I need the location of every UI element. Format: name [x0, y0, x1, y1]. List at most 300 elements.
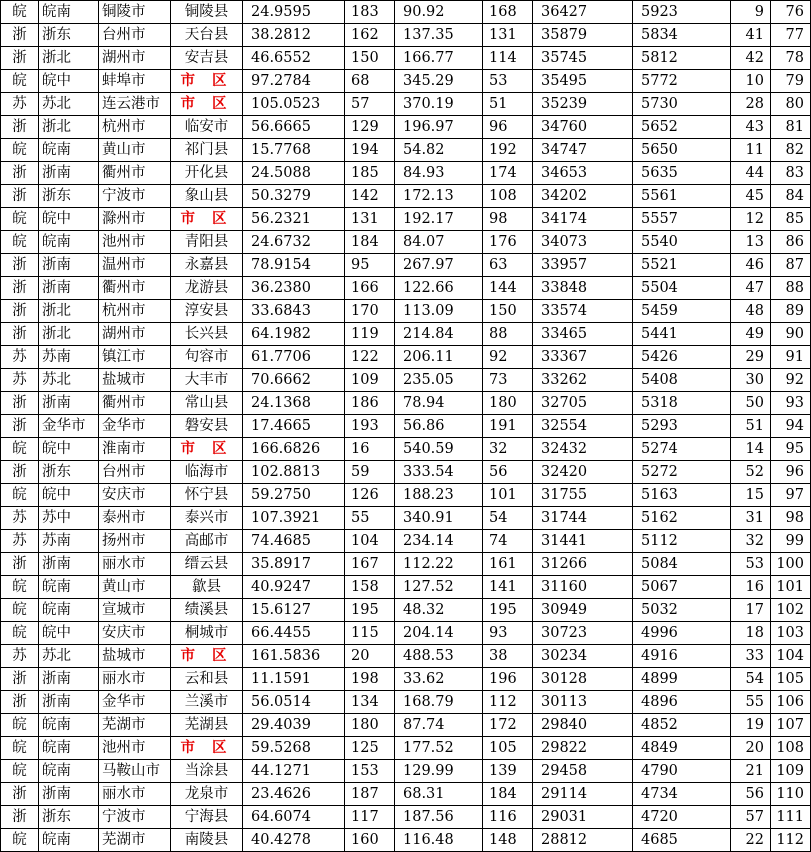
table-cell: 高邮市 — [171, 530, 243, 553]
table-cell: 105.0523 — [243, 93, 345, 116]
table-cell: 73 — [483, 369, 533, 392]
table-cell: 48.32 — [395, 599, 483, 622]
table-cell: 皖 — [1, 139, 39, 162]
table-cell: 5067 — [633, 576, 731, 599]
table-row — [1, 530, 811, 553]
table-cell: 97 — [771, 484, 811, 507]
table-cell: 116 — [483, 806, 533, 829]
table-cell: 113.09 — [395, 300, 483, 323]
table-cell: 浙 — [1, 254, 39, 277]
table-row — [1, 714, 811, 737]
table-cell: 56.0514 — [243, 691, 345, 714]
table-cell: 55 — [345, 507, 395, 530]
table-cell: 皖中 — [39, 622, 99, 645]
table-cell: 15.6127 — [243, 599, 345, 622]
table-cell: 浙南 — [39, 162, 99, 185]
table-cell: 30234 — [533, 645, 633, 668]
table-cell: 5834 — [633, 24, 731, 47]
table-cell: 49 — [731, 323, 771, 346]
table-cell: 153 — [345, 760, 395, 783]
table-cell: 浙 — [1, 323, 39, 346]
table-cell: 临安市 — [171, 116, 243, 139]
table-cell: 19 — [731, 714, 771, 737]
table-cell: 43 — [731, 116, 771, 139]
table-cell: 宣城市 — [99, 599, 171, 622]
table-row — [1, 47, 811, 70]
table-cell: 29458 — [533, 760, 633, 783]
table-cell: 112 — [771, 829, 811, 852]
table-cell: 永嘉县 — [171, 254, 243, 277]
table-cell: 浙东 — [39, 461, 99, 484]
table-cell: 17.4665 — [243, 415, 345, 438]
table-cell: 168 — [483, 1, 533, 24]
table-cell: 78 — [771, 47, 811, 70]
table-cell: 浙北 — [39, 116, 99, 139]
table-cell: 214.84 — [395, 323, 483, 346]
table-cell: 345.29 — [395, 70, 483, 93]
table-cell: 浙南 — [39, 277, 99, 300]
table-cell: 187 — [345, 783, 395, 806]
table-cell: 51 — [731, 415, 771, 438]
table-cell: 36427 — [533, 1, 633, 24]
table-cell: 丽水市 — [99, 783, 171, 806]
table-cell: 池州市 — [99, 231, 171, 254]
table-cell: 开化县 — [171, 162, 243, 185]
table-cell: 108 — [483, 185, 533, 208]
table-cell: 85 — [771, 208, 811, 231]
table-cell: 浙南 — [39, 553, 99, 576]
table-cell: 97.2784 — [243, 70, 345, 93]
table-cell: 117 — [345, 806, 395, 829]
table-cell: 77 — [771, 24, 811, 47]
table-cell: 24.6732 — [243, 231, 345, 254]
table-row — [1, 461, 811, 484]
table-cell: 34174 — [533, 208, 633, 231]
table-row — [1, 1, 811, 24]
table-cell: 市 区 — [171, 438, 243, 461]
table-cell: 57 — [731, 806, 771, 829]
table-cell: 浙北 — [39, 300, 99, 323]
table-cell: 111 — [771, 806, 811, 829]
table-cell: 24.5088 — [243, 162, 345, 185]
table-cell: 苏 — [1, 530, 39, 553]
table-cell: 29 — [731, 346, 771, 369]
table-cell: 129.99 — [395, 760, 483, 783]
table-cell: 83 — [771, 162, 811, 185]
table-cell: 122.66 — [395, 277, 483, 300]
table-cell: 192 — [483, 139, 533, 162]
table-cell: 市 区 — [171, 70, 243, 93]
table-cell: 桐城市 — [171, 622, 243, 645]
table-cell: 66.4455 — [243, 622, 345, 645]
table-cell: 101 — [483, 484, 533, 507]
table-cell: 5318 — [633, 392, 731, 415]
table-cell: 59.2750 — [243, 484, 345, 507]
table-cell: 98 — [483, 208, 533, 231]
table-cell: 176 — [483, 231, 533, 254]
table-cell: 41 — [731, 24, 771, 47]
table-cell: 31744 — [533, 507, 633, 530]
table-cell: 4916 — [633, 645, 731, 668]
table-cell: 234.14 — [395, 530, 483, 553]
table-cell: 183 — [345, 1, 395, 24]
table-cell: 丽水市 — [99, 553, 171, 576]
table-cell: 96 — [771, 461, 811, 484]
table-cell: 64.1982 — [243, 323, 345, 346]
table-cell: 29840 — [533, 714, 633, 737]
table-cell: 81 — [771, 116, 811, 139]
table-cell: 177.52 — [395, 737, 483, 760]
table-cell: 5293 — [633, 415, 731, 438]
table-cell: 87.74 — [395, 714, 483, 737]
table-cell: 5426 — [633, 346, 731, 369]
table-cell: 20 — [345, 645, 395, 668]
table-cell: 106 — [771, 691, 811, 714]
table-cell: 80 — [771, 93, 811, 116]
table-cell: 12 — [731, 208, 771, 231]
table-cell: 苏北 — [39, 93, 99, 116]
table-cell: 540.59 — [395, 438, 483, 461]
table-cell: 大丰市 — [171, 369, 243, 392]
table-cell: 芜湖市 — [99, 829, 171, 852]
table-cell: 龙泉市 — [171, 783, 243, 806]
table-cell: 常山县 — [171, 392, 243, 415]
table-cell: 24.1368 — [243, 392, 345, 415]
table-cell: 141 — [483, 576, 533, 599]
table-cell: 204.14 — [395, 622, 483, 645]
table-cell: 44 — [731, 162, 771, 185]
table-cell: 370.19 — [395, 93, 483, 116]
table-cell: 82 — [771, 139, 811, 162]
table-cell: 235.05 — [395, 369, 483, 392]
table-cell: 24.9595 — [243, 1, 345, 24]
table-cell: 112.22 — [395, 553, 483, 576]
table-cell: 89 — [771, 300, 811, 323]
table-cell: 龙游县 — [171, 277, 243, 300]
table-cell: 33.62 — [395, 668, 483, 691]
table-cell: 84 — [771, 185, 811, 208]
table-cell: 28 — [731, 93, 771, 116]
table-cell: 歙县 — [171, 576, 243, 599]
table-cell: 5504 — [633, 277, 731, 300]
table-cell: 皖南 — [39, 576, 99, 599]
table-cell: 161.5836 — [243, 645, 345, 668]
table-cell: 84.07 — [395, 231, 483, 254]
table-row — [1, 760, 811, 783]
table-cell: 158 — [345, 576, 395, 599]
table-cell: 4790 — [633, 760, 731, 783]
table-cell: 131 — [345, 208, 395, 231]
table-cell: 临海市 — [171, 461, 243, 484]
table-cell: 浙东 — [39, 185, 99, 208]
table-cell: 苏南 — [39, 346, 99, 369]
table-cell: 5112 — [633, 530, 731, 553]
table-cell: 90 — [771, 323, 811, 346]
table-cell: 浙东 — [39, 806, 99, 829]
table-cell: 192.17 — [395, 208, 483, 231]
table-cell: 103 — [771, 622, 811, 645]
table-cell: 30949 — [533, 599, 633, 622]
table-cell: 333.54 — [395, 461, 483, 484]
table-cell: 31755 — [533, 484, 633, 507]
table-cell: 55 — [731, 691, 771, 714]
table-cell: 59 — [345, 461, 395, 484]
table-row — [1, 438, 811, 461]
table-cell: 125 — [345, 737, 395, 760]
table-cell: 温州市 — [99, 254, 171, 277]
table-cell: 皖南 — [39, 1, 99, 24]
table-cell: 20 — [731, 737, 771, 760]
table-cell: 33465 — [533, 323, 633, 346]
table-cell: 浙南 — [39, 668, 99, 691]
table-cell: 29031 — [533, 806, 633, 829]
table-cell: 32 — [483, 438, 533, 461]
table-cell: 108 — [771, 737, 811, 760]
table-cell: 57 — [345, 93, 395, 116]
table-cell: 安吉县 — [171, 47, 243, 70]
table-row — [1, 783, 811, 806]
table-row — [1, 737, 811, 760]
table-cell: 95 — [345, 254, 395, 277]
table-cell: 马鞍山市 — [99, 760, 171, 783]
table-cell: 34202 — [533, 185, 633, 208]
table-cell: 185 — [345, 162, 395, 185]
table-cell: 74 — [483, 530, 533, 553]
table-cell: 34073 — [533, 231, 633, 254]
table-cell: 54 — [483, 507, 533, 530]
table-row — [1, 484, 811, 507]
table-cell: 台州市 — [99, 461, 171, 484]
table-cell: 金华市 — [39, 415, 99, 438]
table-cell: 22 — [731, 829, 771, 852]
table-cell: 38.2812 — [243, 24, 345, 47]
table-cell: 缙云县 — [171, 553, 243, 576]
table-cell: 池州市 — [99, 737, 171, 760]
table-cell: 浙南 — [39, 783, 99, 806]
table-cell: 11 — [731, 139, 771, 162]
table-row — [1, 392, 811, 415]
table-cell: 台州市 — [99, 24, 171, 47]
table-cell: 怀宁县 — [171, 484, 243, 507]
table-cell: 苏 — [1, 93, 39, 116]
table-cell: 11.1591 — [243, 668, 345, 691]
table-cell: 浙 — [1, 162, 39, 185]
table-cell: 28812 — [533, 829, 633, 852]
table-cell: 18 — [731, 622, 771, 645]
table-cell: 磐安县 — [171, 415, 243, 438]
table-cell: 148 — [483, 829, 533, 852]
table-cell: 5162 — [633, 507, 731, 530]
table-cell: 32705 — [533, 392, 633, 415]
table-cell: 皖 — [1, 622, 39, 645]
table-cell: 34653 — [533, 162, 633, 185]
table-cell: 句容市 — [171, 346, 243, 369]
table-cell: 浙 — [1, 185, 39, 208]
table-body — [1, 1, 811, 852]
table-cell: 29822 — [533, 737, 633, 760]
table-cell: 皖 — [1, 1, 39, 24]
table-cell: 9 — [731, 1, 771, 24]
table-cell: 苏北 — [39, 645, 99, 668]
table-cell: 180 — [483, 392, 533, 415]
table-cell: 21 — [731, 760, 771, 783]
table-cell: 湖州市 — [99, 47, 171, 70]
table-cell: 79 — [771, 70, 811, 93]
table-cell: 皖中 — [39, 208, 99, 231]
table-cell: 129 — [345, 116, 395, 139]
table-cell: 衢州市 — [99, 162, 171, 185]
table-cell: 76 — [771, 1, 811, 24]
table-cell: 皖南 — [39, 737, 99, 760]
table-cell: 4852 — [633, 714, 731, 737]
table-cell: 109 — [345, 369, 395, 392]
table-cell: 衢州市 — [99, 392, 171, 415]
table-cell: 33957 — [533, 254, 633, 277]
table-cell: 连云港市 — [99, 93, 171, 116]
table-cell: 黄山市 — [99, 576, 171, 599]
table-cell: 皖南 — [39, 829, 99, 852]
table-cell: 滁州市 — [99, 208, 171, 231]
table-cell: 5163 — [633, 484, 731, 507]
table-cell: 杭州市 — [99, 300, 171, 323]
table-cell: 267.97 — [395, 254, 483, 277]
table-cell: 浙南 — [39, 392, 99, 415]
table-cell: 35879 — [533, 24, 633, 47]
table-cell: 56.6665 — [243, 116, 345, 139]
table-row — [1, 254, 811, 277]
table-cell: 186 — [345, 392, 395, 415]
table-cell: 162 — [345, 24, 395, 47]
table-cell: 盐城市 — [99, 645, 171, 668]
table-cell: 安庆市 — [99, 622, 171, 645]
table-cell: 浙 — [1, 806, 39, 829]
table-cell: 70.6662 — [243, 369, 345, 392]
table-cell: 皖南 — [39, 599, 99, 622]
table-cell: 193 — [345, 415, 395, 438]
table-cell: 丽水市 — [99, 668, 171, 691]
table-cell: 195 — [345, 599, 395, 622]
table-cell: 107 — [771, 714, 811, 737]
table-cell: 170 — [345, 300, 395, 323]
table-cell: 5635 — [633, 162, 731, 185]
table-cell: 蚌埠市 — [99, 70, 171, 93]
table-cell: 皖 — [1, 829, 39, 852]
table-cell: 31160 — [533, 576, 633, 599]
table-cell: 139 — [483, 760, 533, 783]
table-cell: 78.9154 — [243, 254, 345, 277]
table-cell: 88 — [483, 323, 533, 346]
table-cell: 35495 — [533, 70, 633, 93]
table-cell: 浙 — [1, 553, 39, 576]
table-cell: 131 — [483, 24, 533, 47]
table-cell: 苏 — [1, 369, 39, 392]
table-cell: 5652 — [633, 116, 731, 139]
table-cell: 市 区 — [171, 93, 243, 116]
table-cell: 206.11 — [395, 346, 483, 369]
table-cell: 象山县 — [171, 185, 243, 208]
table-cell: 184 — [345, 231, 395, 254]
table-cell: 皖 — [1, 737, 39, 760]
table-cell: 119 — [345, 323, 395, 346]
table-cell: 5521 — [633, 254, 731, 277]
table-row — [1, 323, 811, 346]
table-cell: 68.31 — [395, 783, 483, 806]
table-cell: 33367 — [533, 346, 633, 369]
table-cell: 苏 — [1, 346, 39, 369]
table-cell: 142 — [345, 185, 395, 208]
table-cell: 皖 — [1, 438, 39, 461]
table-row — [1, 668, 811, 691]
table-cell: 44.1271 — [243, 760, 345, 783]
table-row — [1, 507, 811, 530]
table-cell: 5561 — [633, 185, 731, 208]
table-cell: 扬州市 — [99, 530, 171, 553]
table-cell: 172.13 — [395, 185, 483, 208]
table-cell: 115 — [345, 622, 395, 645]
table-cell: 皖 — [1, 70, 39, 93]
table-cell: 皖南 — [39, 760, 99, 783]
table-row — [1, 622, 811, 645]
table-cell: 95 — [771, 438, 811, 461]
table-row — [1, 70, 811, 93]
table-cell: 长兴县 — [171, 323, 243, 346]
table-row — [1, 139, 811, 162]
table-cell: 31441 — [533, 530, 633, 553]
table-cell: 黄山市 — [99, 139, 171, 162]
table-cell: 宁海县 — [171, 806, 243, 829]
table-cell: 湖州市 — [99, 323, 171, 346]
table-cell: 祁门县 — [171, 139, 243, 162]
table-cell: 42 — [731, 47, 771, 70]
table-cell: 23.4626 — [243, 783, 345, 806]
table-row — [1, 300, 811, 323]
table-cell: 98 — [771, 507, 811, 530]
table-cell: 苏中 — [39, 507, 99, 530]
table-row — [1, 415, 811, 438]
table-row — [1, 185, 811, 208]
table-cell: 苏 — [1, 645, 39, 668]
table-cell: 114 — [483, 47, 533, 70]
table-cell: 5540 — [633, 231, 731, 254]
table-cell: 绩溪县 — [171, 599, 243, 622]
table-cell: 浙 — [1, 116, 39, 139]
table-cell: 30113 — [533, 691, 633, 714]
table-cell: 5032 — [633, 599, 731, 622]
table-cell: 5772 — [633, 70, 731, 93]
table-cell: 浙 — [1, 392, 39, 415]
table-row — [1, 116, 811, 139]
table-cell: 南陵县 — [171, 829, 243, 852]
table-cell: 兰溪市 — [171, 691, 243, 714]
table-cell: 32 — [731, 530, 771, 553]
table-cell: 芜湖县 — [171, 714, 243, 737]
table-cell: 天台县 — [171, 24, 243, 47]
table-cell: 安庆市 — [99, 484, 171, 507]
table-cell: 镇江市 — [99, 346, 171, 369]
table-cell: 30 — [731, 369, 771, 392]
table-cell: 浙北 — [39, 47, 99, 70]
table-cell: 180 — [345, 714, 395, 737]
table-cell: 泰州市 — [99, 507, 171, 530]
table-cell: 195 — [483, 599, 533, 622]
table-cell: 56.2321 — [243, 208, 345, 231]
table-cell: 苏北 — [39, 369, 99, 392]
table-row — [1, 576, 811, 599]
table-cell: 56 — [483, 461, 533, 484]
table-cell: 青阳县 — [171, 231, 243, 254]
table-cell: 杭州市 — [99, 116, 171, 139]
table-cell: 淳安县 — [171, 300, 243, 323]
